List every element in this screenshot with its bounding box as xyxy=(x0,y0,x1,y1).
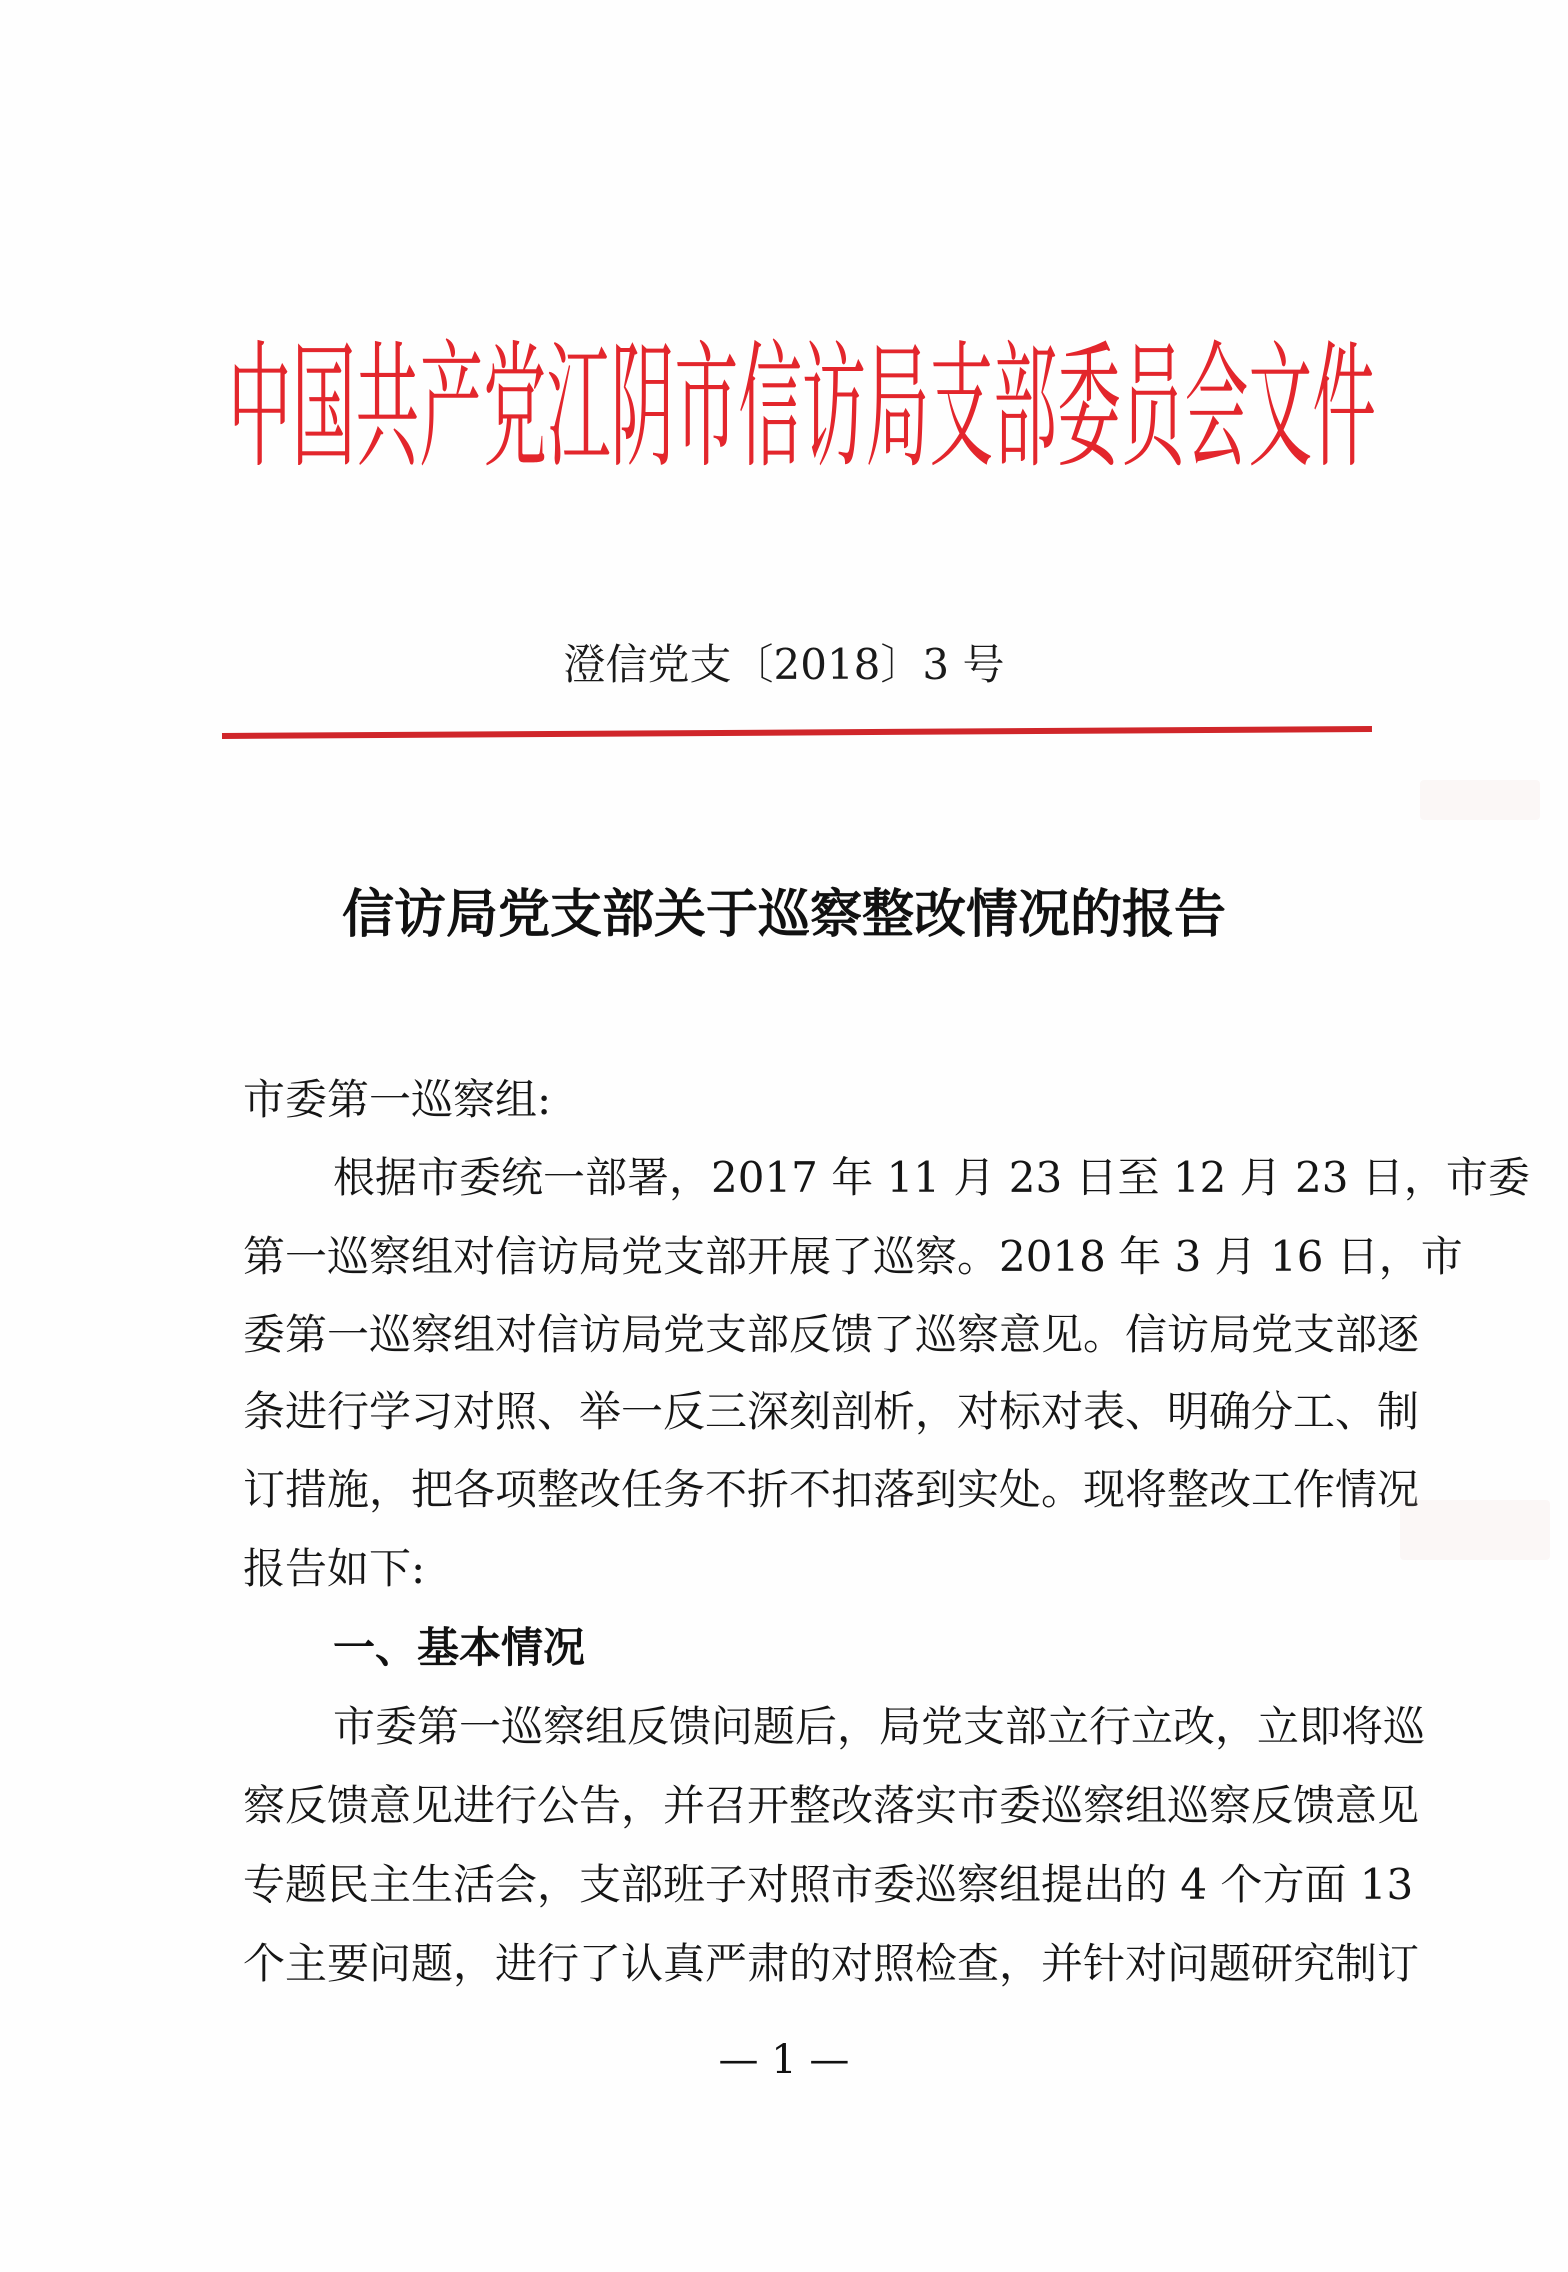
section-heading: 一、基本情况 xyxy=(333,1623,586,1672)
scan-artifact xyxy=(1400,1500,1550,1560)
document-number: 澄信党支〔2018〕3 号 xyxy=(563,640,1005,689)
red-masthead xyxy=(228,333,1376,479)
scan-artifact xyxy=(1420,780,1540,820)
paragraph1-line: 条进行学习对照、举一反三深刻剖析，对标对表、明确分工、制 xyxy=(243,1387,1420,1436)
page-number: — 1 — xyxy=(718,2037,850,2083)
paragraph2-line: 市委第一巡察组反馈问题后，局党支部立行立改，立即将巡 xyxy=(333,1702,1426,1751)
paragraph1-line: 报告如下: xyxy=(243,1544,426,1593)
report-title: 信访局党支部关于巡察整改情况的报告 xyxy=(341,885,1226,945)
paragraph2-line: 专题民主生活会，支部班子对照市委巡察组提出的 4 个方面 13 xyxy=(243,1860,1414,1909)
paragraph2-line: 个主要问题，进行了认真严肃的对照检查，并针对问题研究制订 xyxy=(243,1939,1420,1988)
paragraph1-line: 订措施，把各项整改任务不折不扣落到实处。现将整改工作情况 xyxy=(243,1465,1420,1514)
paragraph1-line: 委第一巡察组对信访局党支部反馈了巡察意见。信访局党支部逐 xyxy=(243,1310,1420,1359)
paragraph2-line: 察反馈意见进行公告，并召开整改落实市委巡察组巡察反馈意见 xyxy=(243,1781,1420,1830)
paragraph1-line: 根据市委统一部署，2017 年 11 月 23 日至 12 月 23 日，市委 xyxy=(333,1153,1530,1202)
red-separator-line xyxy=(222,726,1372,739)
paragraph1-line: 第一巡察组对信访局党支部开展了巡察。2018 年 3 月 16 日，市 xyxy=(243,1232,1463,1281)
masthead-text: 中国共产党江阴市信访局支部委员会文件 xyxy=(228,333,1376,479)
salutation: 市委第一巡察组: xyxy=(243,1075,552,1124)
